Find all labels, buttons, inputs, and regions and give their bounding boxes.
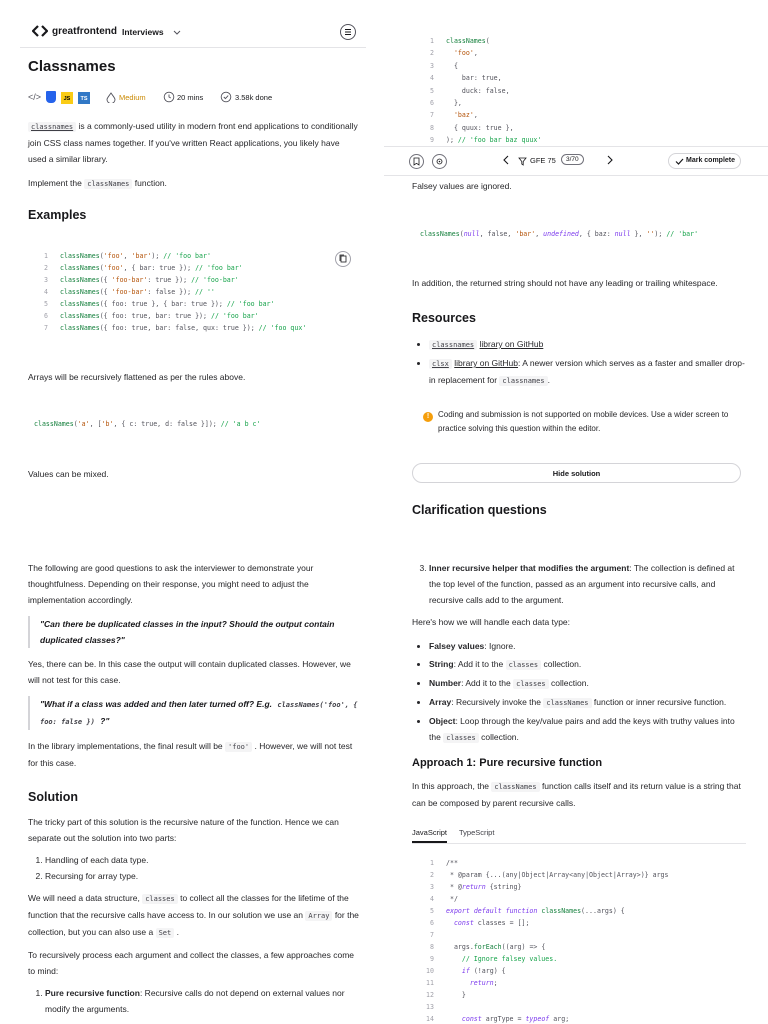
inline-code: 'foo' — [225, 742, 252, 752]
implement-text: Implement the — [28, 178, 82, 188]
examples-heading: Examples — [28, 208, 87, 222]
line-number: 11 — [426, 979, 434, 987]
approach-label: Pure recursive function — [45, 988, 140, 998]
mobile-notice — [420, 408, 740, 436]
solution-parts-list — [28, 852, 360, 884]
solution-code-block — [414, 857, 748, 1024]
code-line: 5 classNames({ foo: true }, { bar: true }); // 'foo bar' — [28, 298, 358, 310]
type-label: Number — [429, 678, 462, 688]
line-number: 6 — [430, 919, 434, 927]
line-number: 12 — [426, 991, 434, 999]
code-line: 6 }, — [414, 97, 744, 109]
settings-icon[interactable] — [432, 154, 447, 169]
inline-code: classnames — [499, 376, 547, 386]
clarification-intro: The following are good questions to ask the interviewer to demonstrate your thoughtfulness. Depending on their response, you might need to adjust the implementation accordingly. — [28, 563, 314, 605]
line-number: 14 — [426, 1015, 434, 1023]
implement-text-end: function. — [134, 178, 167, 188]
inline-code: classNames — [491, 782, 539, 792]
type-text: function or inner recursive function. — [593, 697, 727, 707]
type-text: : Loop through the key/value pairs and add the keys with truthy values into the — [429, 716, 735, 742]
js-badge-icon: JS — [61, 92, 73, 104]
inline-code: classNames — [84, 179, 132, 189]
arrays-code — [34, 418, 260, 430]
inline-code: Array — [305, 911, 332, 921]
type-text: collection. — [481, 732, 519, 742]
resource-item — [429, 355, 748, 389]
mark-complete-button[interactable] — [668, 153, 741, 169]
clock-icon — [163, 91, 175, 105]
list-item — [429, 713, 746, 746]
code-line: classNames(null, false, 'bar', undefined, { baz: null }, ''); // 'bar' — [420, 230, 699, 238]
code-line: 1 /** — [414, 857, 748, 869]
line-number: 2 — [430, 49, 434, 58]
code-line: 3 classNames({ 'foo-bar': true }); // 'foo-bar' — [28, 274, 358, 286]
approach-text: : The collection is defined at the top level of the function, passed as an argument into recursive calls, and recursive calls add to the argument. — [429, 563, 735, 605]
approach1-text — [412, 778, 746, 811]
filter-icon — [518, 157, 527, 166]
approach1-text-b: function calls itself and its return value is a string that can be composed by parent recursive calls. — [412, 781, 741, 808]
line-number: 10 — [426, 967, 434, 975]
code-line: 2 classNames('foo', { bar: true }); // 'foo bar' — [28, 262, 358, 274]
a2-text-end: . However, we will not test for this case. — [28, 741, 353, 768]
line-number: 9 — [430, 955, 434, 963]
resources-list — [412, 336, 748, 389]
inline-code: clsx — [429, 359, 452, 369]
progress-badge: 3/70 — [561, 154, 584, 165]
line-number: 3 — [44, 276, 48, 284]
code-line: 5 export default function classNames(...args) { — [414, 905, 748, 917]
code-line: 7 'baz', — [414, 109, 744, 121]
check-circle-icon — [220, 91, 232, 105]
solution-body — [28, 814, 360, 1017]
type-label: Falsey values — [429, 641, 485, 651]
type-text: collection. — [543, 659, 582, 669]
code-line: 8 { quux: true }, — [414, 122, 744, 134]
menu-button[interactable] — [340, 24, 356, 40]
code-line: 1 classNames( — [414, 35, 744, 47]
clarification-a1: Yes, there can be. In this case the output will contain duplicated classes. However, we will not test for this case. — [28, 659, 351, 685]
inline-code: classnames — [429, 340, 477, 350]
line-number: 4 — [44, 288, 48, 296]
code-line: 4 bar: true, — [414, 72, 744, 84]
code-lines — [414, 857, 748, 1024]
type-label: Object — [429, 716, 456, 726]
line-number: 13 — [426, 1003, 434, 1011]
brand-logo-icon[interactable] — [32, 25, 48, 39]
approaches-list-cont — [412, 560, 744, 608]
p2-text: We will need a data structure, — [28, 893, 140, 903]
clarification-q2 — [28, 696, 360, 730]
difficulty-icon — [106, 92, 116, 105]
question-id: GFE 75 — [530, 156, 556, 165]
page-title: Classnames — [28, 58, 116, 75]
code-line: 11 return; — [414, 977, 748, 989]
bottom-toolbar — [384, 146, 768, 176]
approach-label: Inner recursive helper that modifies the argument — [429, 563, 630, 573]
hide-solution-button[interactable] — [412, 463, 741, 483]
mixed-text: Values can be mixed. — [28, 469, 109, 479]
code-lines — [28, 250, 358, 334]
type-label: String — [429, 659, 454, 669]
code-line: 2 * @param {...(any|Object|Array<any|Object|Array>)} args — [414, 869, 748, 881]
solution-p3: To recursively process each argument and collect the classes, a few approaches come to mind: — [28, 950, 354, 976]
type-text: : Add it to the — [453, 659, 504, 669]
arrays-text: Arrays will be recursively flattened as per the rules above. — [28, 372, 246, 382]
code-line: 2 'foo', — [414, 47, 744, 59]
p2-text: to collect all the classes for the lifetime of the function that the recursive calls have access to. In our solution we use an — [28, 893, 349, 920]
approach1-text-a: In this approach, the — [412, 781, 490, 791]
code-line: 7 classNames({ foo: true, bar: false, qux: true }); // 'foo qux' — [28, 322, 358, 334]
ts-badge-icon: TS — [78, 92, 90, 104]
intro-paragraph — [28, 118, 360, 167]
p2-text: for the collection, but you can also use a — [28, 910, 359, 937]
code-line: 1 classNames('foo', 'bar'); // 'foo bar' — [28, 250, 358, 262]
completions-label: 3.58k done — [235, 93, 273, 102]
tab-typescript[interactable]: TypeScript — [459, 828, 495, 837]
code-line: 3 * @return {string} — [414, 881, 748, 893]
implement-paragraph — [28, 175, 360, 192]
line-number: 3 — [430, 883, 434, 891]
whitespace-text: In addition, the returned string should not have any leading or trailing whitespace. — [412, 278, 718, 288]
copy-icon — [336, 252, 350, 266]
code-line: 6 classNames({ foo: true, bar: true }); // 'foo bar' — [28, 310, 358, 322]
clarification-heading: Clarification questions — [412, 503, 547, 517]
prev-question-button[interactable] — [502, 155, 510, 167]
inline-code: classes — [513, 679, 549, 689]
q2-text: "What if a class was added and then later turned off? E.g. — [40, 699, 272, 709]
code-line: 10 if (!arg) { — [414, 965, 748, 977]
inline-code: classes — [142, 894, 178, 904]
line-number: 7 — [44, 324, 48, 332]
menu-icon — [341, 25, 355, 39]
list-item — [429, 675, 746, 692]
top-nav — [28, 22, 364, 44]
duration-label: 20 mins — [177, 93, 204, 102]
line-number: 2 — [430, 871, 434, 879]
q2-text-end: ?" — [100, 716, 110, 726]
datatypes-intro: Here's how we will handle each data type: — [412, 617, 571, 627]
line-number: 1 — [430, 37, 434, 45]
code-line — [414, 1001, 748, 1013]
code-line: 3 { — [414, 60, 744, 72]
resource-link[interactable]: library on GitHub — [454, 358, 519, 368]
code-line: 9 ); // 'foo bar baz quux' — [414, 134, 744, 146]
clarification-body — [28, 560, 360, 771]
resources-heading: Resources — [412, 311, 476, 325]
approach1-heading: Approach 1: Pure recursive function — [412, 757, 603, 769]
right-page — [384, 0, 768, 1024]
inline-code: classNames('foo', { foo: false }) — [40, 701, 358, 726]
resource-text: : A newer version which serves as a faster and smaller drop-in replacement for — [429, 358, 745, 385]
p2-text: . — [176, 927, 179, 937]
type-label: Array — [429, 697, 452, 707]
bookmark-icon[interactable] — [409, 154, 424, 169]
meta-row — [28, 90, 348, 106]
line-number: 9 — [430, 136, 434, 145]
list-item: 2. Recursing for array type. — [45, 868, 360, 884]
line-number: 1 — [44, 252, 48, 260]
line-number: 5 — [430, 86, 434, 95]
line-number: 3 — [430, 61, 434, 70]
mark-complete-label: Mark complete — [686, 157, 736, 164]
intro-section — [28, 118, 360, 192]
html-code-icon: </> — [28, 92, 42, 102]
approach-text: : Recursive calls do not depend on external values nor modify the arguments. — [45, 988, 345, 1014]
line-number: 2 — [44, 264, 48, 272]
type-text: collection. — [551, 678, 589, 688]
line-number: 1 — [430, 859, 434, 867]
mixed-code-block — [414, 35, 744, 147]
line-number: 6 — [44, 312, 48, 320]
approaches-list — [28, 985, 360, 1017]
list-item — [45, 985, 360, 1017]
falsey-text: Falsey values are ignored. — [412, 181, 512, 191]
copy-button[interactable] — [335, 251, 351, 267]
list-item — [429, 638, 746, 654]
clarification-q1: "Can there be duplicated classes in the input? Should the output contain duplicated classes?" — [28, 616, 360, 648]
line-number: 7 — [430, 111, 434, 120]
css-shield-icon — [46, 91, 56, 103]
examples-code-block — [28, 250, 358, 334]
brand-name[interactable]: greatfrontend — [52, 26, 117, 37]
falsey-code — [420, 228, 698, 240]
code-line: 6 const classes = []; — [414, 917, 748, 929]
line-number: 8 — [430, 943, 434, 951]
chevron-down-icon[interactable] — [173, 28, 181, 38]
inline-code: classnames — [28, 122, 76, 132]
type-text: : Add it to the — [461, 678, 511, 688]
inline-code: classes — [506, 660, 542, 670]
code-line: 4 */ — [414, 893, 748, 905]
code-line: 14 const argType = typeof arg; — [414, 1013, 748, 1024]
question-list-button[interactable] — [514, 152, 590, 170]
inline-code: classNames — [543, 698, 591, 708]
inline-code: classes — [443, 733, 479, 743]
check-icon — [675, 157, 684, 166]
resource-link[interactable]: library on GitHub — [479, 339, 544, 349]
type-text: : Ignore. — [484, 641, 516, 651]
code-line: 9 // Ignore falsey values. — [414, 953, 748, 965]
a2-text: In the library implementations, the final result will be — [28, 741, 223, 751]
type-text: : Recursively invoke the — [451, 697, 541, 707]
clarification-a2 — [28, 738, 360, 771]
solution-p2 — [28, 890, 360, 941]
code-line: 8 args.forEach((arg) => { — [414, 941, 748, 953]
next-question-button[interactable] — [606, 155, 614, 167]
line-number: 4 — [430, 74, 434, 83]
line-number: 8 — [430, 123, 434, 132]
code-line: 5 duck: false, — [414, 85, 744, 97]
hide-solution-label: Hide solution — [552, 469, 601, 478]
solution-p1: The tricky part of this solution is the recursive nature of the function. Hence we can separate out the solution into two parts: — [28, 817, 339, 843]
list-item — [429, 694, 746, 711]
line-number: 5 — [44, 300, 48, 308]
language-tabs — [412, 826, 746, 844]
code-line: 12 } — [414, 989, 748, 1001]
code-line: classNames('a', ['b', { c: true, d: false }]); // 'a b c' — [34, 420, 261, 428]
line-number: 5 — [430, 907, 434, 915]
resource-text: . — [547, 375, 550, 385]
code-line: 4 classNames({ 'foo-bar': false }); // '' — [28, 286, 358, 298]
line-number: 4 — [430, 895, 434, 903]
list-item: 1. Handling of each data type. — [45, 852, 360, 868]
line-number: 6 — [430, 99, 434, 108]
inline-code: Set — [156, 928, 175, 938]
difficulty-label: Medium — [119, 93, 146, 102]
code-lines — [414, 35, 744, 147]
tab-javascript[interactable]: JavaScript — [412, 828, 447, 843]
intro-text: is a commonly-used utility in modern front end applications to conditionally join CSS class names together. If you've written React applications, you likely have used a similar library. — [28, 121, 358, 164]
line-number: 7 — [430, 931, 434, 939]
nav-divider — [20, 47, 366, 48]
solution-heading: Solution — [28, 790, 78, 804]
nav-interviews[interactable]: Interviews — [122, 27, 164, 37]
code-line — [414, 929, 748, 941]
list-item — [429, 560, 744, 608]
resource-item — [429, 336, 748, 353]
datatypes-list — [412, 638, 746, 746]
list-item — [429, 656, 746, 673]
notice-text: Coding and submission is not supported on mobile devices. Use a wider screen to practice solving this question within the editor. — [438, 410, 729, 433]
warning-icon: ! — [423, 412, 433, 422]
